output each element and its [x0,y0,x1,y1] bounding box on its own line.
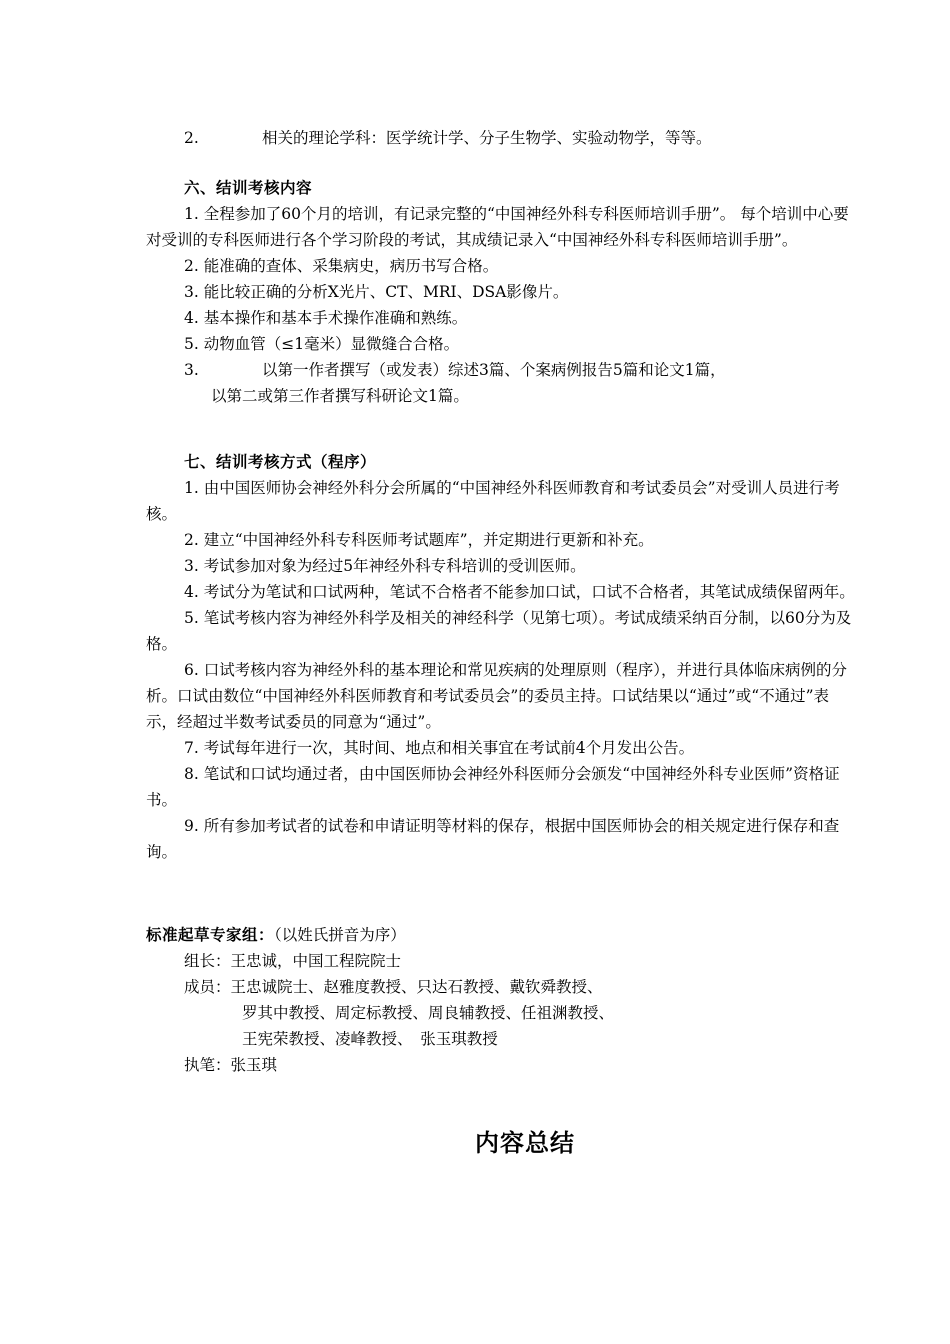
members-line: 王宪荣教授、凌峰教授、 张玉琪教授 [242,1030,498,1048]
theory-subjects-item [146,125,856,151]
list-item: 4. 考试分为笔试和口试两种，笔试不合格者不能参加口试，口试不合格者，其笔试成绩保留两年。 [184,583,855,601]
list-item: 9. 所有参加考试者的试卷和申请证明等材料的保存，根据中国医师协会的相关规定进行保存和查询。 [146,817,840,861]
expert-group-note: （以姓氏拼音为序） [274,926,406,944]
item-text: 以第一作者撰写（或发表）综述3篇、个案病例报告5篇和论文1篇， [262,361,726,379]
list-item: 8. 笔试和口试均通过者，由中国医师协会神经外科医师分会颁发“中国神经外科专业医师”资格证书。 [146,765,840,809]
section-6 [146,175,856,409]
item-number: 2. [184,129,199,147]
expert-group [146,922,856,1078]
list-item: 5. 动物血管（≤1毫米）显微缝合合格。 [184,335,460,353]
list-item: 3. 考试参加对象为经过5年神经外科专科培训的受训医师。 [184,557,586,575]
members-line: 罗其中教授、周定标教授、周良辅教授、任祖渊教授、 [242,1004,615,1022]
section-7 [146,449,856,865]
list-item: 5. 笔试考核内容为神经外科学及相关的神经科学（见第七项）。考试成绩采纳百分制，以60分为及格。 [146,609,852,653]
list-item: 3. 能比较正确的分析X光片、CT、MRI、DSA影像片。 [184,283,569,301]
expert-roster [146,948,856,1078]
item-text: 相关的理论学科：医学统计学、分子生物学、实验动物学，等等。 [262,129,712,147]
leader-line: 组长：王忠诚，中国工程院院士 [184,952,402,970]
item-number: 3. [184,361,199,379]
expert-group-line [146,922,856,948]
list-item: 6. 口试考核内容为神经外科的基本理论和常见疾病的处理原则（程序），并进行具体临床病例的分析。口试由数位“中国神经外科医师教育和考试委员会”的委员主持。口试结果以“通过”或“不通过”表示，经超过半数考试委员的同意为“通过”。 [146,661,847,731]
section-7-heading: 七、结训考核方式（程序） [184,453,377,471]
list-item: 1. 由中国医师协会神经外科分会所属的“中国神经外科医师教育和考试委员会”对受训人员进行考核。 [146,479,840,523]
list-item [146,357,856,383]
item-continuation: 以第二或第三作者撰写科研论文1篇。 [211,387,469,405]
list-item: 2. 能准确的查体、采集病史，病历书写合格。 [184,257,499,275]
list-item: 1. 全程参加了60个月的培训，有记录完整的“中国神经外科专科医师培训手册”。 每个培训中心要对受训的专科医师进行各个学习阶段的考试，其成绩记录入“中国神经外科专科医师培训手册”。 [146,205,849,249]
list-item: 4. 基本操作和基本手术操作准确和熟练。 [184,309,468,327]
expert-group-heading: 标准起草专家组： [146,926,275,944]
list-item: 7. 考试每年进行一次，其时间、地点和相关事宜在考试前4个月发出公告。 [184,739,695,757]
writer-line: 执笔：张玉琪 [184,1056,278,1074]
summary-title: 内容总结 [475,1129,575,1157]
section-6-heading: 六、结训考核内容 [184,179,313,197]
list-item: 2. 建立“中国神经外科专科医师考试题库”，并定期进行更新和补充。 [184,531,654,549]
members-line: 成员：王忠诚院士、赵雅度教授、只达石教授、戴钦舜教授、 [184,978,603,996]
